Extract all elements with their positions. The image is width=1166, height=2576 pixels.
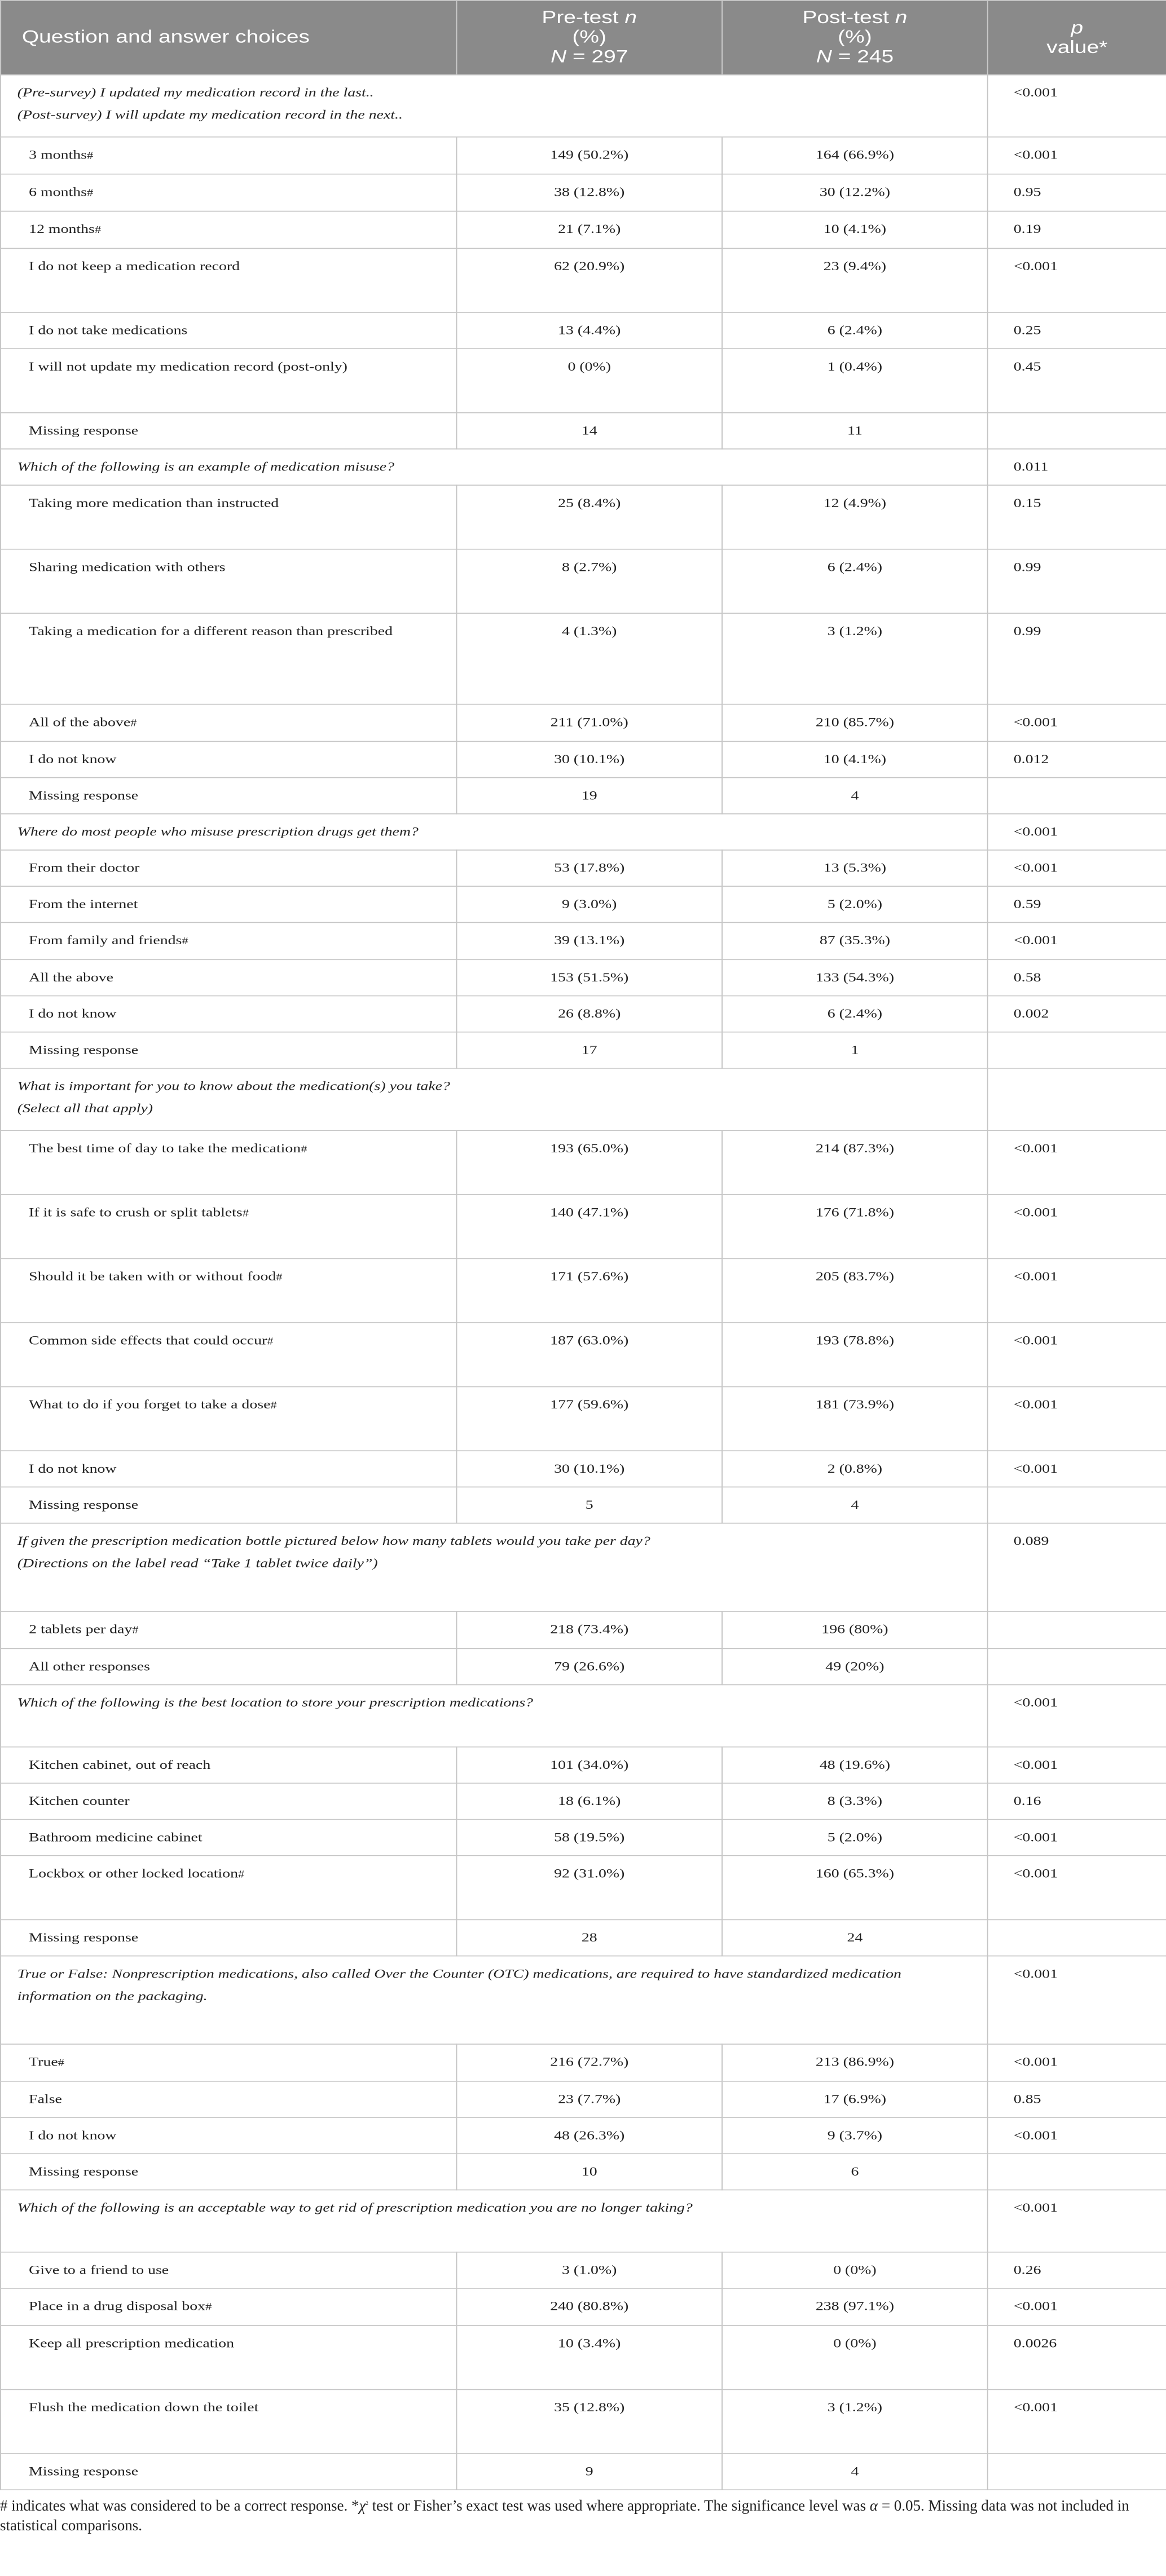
- answer-choice: Missing response: [1, 2154, 456, 2190]
- pretest-value: 79 (26.6%): [456, 1649, 722, 1685]
- p-value: <0.001: [988, 704, 1166, 742]
- header-posttest-col: Post-test n (%) N = 245: [722, 1, 988, 75]
- posttest-value: 193 (78.8%): [722, 1323, 988, 1387]
- pretest-value: 53 (17.8%): [456, 850, 722, 886]
- question-text: If given the prescription medication bottle pictured below how many tablets would you take per day? (Directions on the label read “Take 1 tablet twice daily”): [1, 1523, 988, 1611]
- table-body: [1, 75, 1166, 2490]
- pretest-value: 35 (12.8%): [456, 2389, 722, 2454]
- posttest-value: 10 (4.1%): [722, 212, 988, 249]
- answer-row: [1, 1130, 1166, 1195]
- p-value: [988, 2454, 1166, 2490]
- correct-answer-mark: #: [86, 187, 94, 199]
- posttest-value: 0 (0%): [722, 2326, 988, 2390]
- answer-choice: Sharing medication with others: [1, 549, 456, 614]
- p-value: <0.001: [988, 75, 1166, 137]
- p-value: [988, 778, 1166, 814]
- answer-row: [1, 174, 1166, 212]
- p-value: 0.15: [988, 485, 1166, 549]
- pretest-value: 153 (51.5%): [456, 959, 722, 996]
- p-value: 0.012: [988, 741, 1166, 777]
- answer-choice: Keep all prescription medication: [1, 2326, 456, 2390]
- answer-row: [1, 2454, 1166, 2490]
- p-value: <0.001: [988, 2190, 1166, 2252]
- question-text: (Pre-survey) I updated my medication record in the last.. (Post-survey) I will update my medication record in the next..: [1, 75, 988, 137]
- posttest-value: 210 (85.7%): [722, 704, 988, 742]
- question-text: True or False: Nonprescription medications, also called Over the Counter (OTC) medications, are required to have standardized medication information on the packaging.: [1, 1956, 988, 2044]
- answer-choice: If it is safe to crush or split tablets#: [1, 1195, 456, 1259]
- p-value: <0.001: [988, 137, 1166, 174]
- answer-choice: Should it be taken with or without food#: [1, 1258, 456, 1323]
- answer-row: [1, 613, 1166, 704]
- p-value: 0.58: [988, 959, 1166, 996]
- answer-choice: I do not know: [1, 996, 456, 1032]
- p-value: 0.002: [988, 996, 1166, 1032]
- answer-choice: True#: [1, 2044, 456, 2081]
- answer-row: [1, 137, 1166, 174]
- posttest-value: 4: [722, 778, 988, 814]
- answer-row: [1, 996, 1166, 1032]
- answer-row: [1, 2389, 1166, 2454]
- correct-answer-mark: #: [276, 1272, 283, 1283]
- answer-choice: Kitchen cabinet, out of reach: [1, 1747, 456, 1783]
- answer-choice: I do not know: [1, 2117, 456, 2154]
- correct-answer-mark: #: [237, 1869, 245, 1881]
- pretest-value: 14: [456, 413, 722, 449]
- pretest-value: 23 (7.7%): [456, 2081, 722, 2117]
- question-row: [1, 75, 1166, 137]
- p-value: <0.001: [988, 922, 1166, 959]
- p-value: <0.001: [988, 1323, 1166, 1387]
- posttest-value: 23 (9.4%): [722, 248, 988, 312]
- answer-choice: Common side effects that could occur#: [1, 1323, 456, 1387]
- answer-row: [1, 922, 1166, 959]
- p-value: <0.001: [988, 1685, 1166, 1747]
- p-value: <0.001: [988, 1387, 1166, 1451]
- answer-row: [1, 549, 1166, 614]
- pretest-value: 38 (12.8%): [456, 174, 722, 212]
- answer-row: [1, 349, 1166, 413]
- posttest-value: 5 (2.0%): [722, 886, 988, 922]
- p-value: [988, 1068, 1166, 1130]
- answer-row: [1, 886, 1166, 922]
- correct-answer-mark: #: [86, 150, 94, 162]
- answer-choice: The best time of day to take the medication#: [1, 1130, 456, 1195]
- answer-row: [1, 1195, 1166, 1259]
- pretest-value: 10: [456, 2154, 722, 2190]
- header-question-col: Question and answer choices: [1, 1, 456, 75]
- pretest-value: 10 (3.4%): [456, 2326, 722, 2390]
- correct-answer-mark: #: [270, 1400, 277, 1412]
- pretest-value: 4 (1.3%): [456, 613, 722, 704]
- answer-row: [1, 1387, 1166, 1451]
- pretest-value: 58 (19.5%): [456, 1820, 722, 1856]
- answer-choice: 2 tablets per day#: [1, 1611, 456, 1649]
- pretest-value: 140 (47.1%): [456, 1195, 722, 1259]
- posttest-value: 6 (2.4%): [722, 996, 988, 1032]
- pretest-value: 62 (20.9%): [456, 248, 722, 312]
- answer-row: [1, 1919, 1166, 1956]
- pretest-value: 5: [456, 1487, 722, 1523]
- answer-choice: Flush the medication down the toilet: [1, 2389, 456, 2454]
- answer-choice: Missing response: [1, 778, 456, 814]
- table-header-row: [1, 1, 1166, 75]
- pretest-value: 101 (34.0%): [456, 1747, 722, 1783]
- question-row: [1, 814, 1166, 850]
- answer-choice: I do not keep a medication record: [1, 248, 456, 312]
- pretest-value: 30 (10.1%): [456, 1451, 722, 1487]
- posttest-value: 49 (20%): [722, 1649, 988, 1685]
- p-value: [988, 1919, 1166, 1956]
- pretest-value: 92 (31.0%): [456, 1856, 722, 1920]
- question-row: [1, 1523, 1166, 1611]
- p-value: 0.59: [988, 886, 1166, 922]
- pretest-value: 177 (59.6%): [456, 1387, 722, 1451]
- posttest-value: 238 (97.1%): [722, 2288, 988, 2326]
- posttest-value: 3 (1.2%): [722, 2389, 988, 2454]
- p-value: <0.001: [988, 1820, 1166, 1856]
- correct-answer-mark: #: [132, 1624, 139, 1636]
- question-row: [1, 1685, 1166, 1747]
- pretest-value: 17: [456, 1032, 722, 1068]
- answer-row: [1, 2044, 1166, 2081]
- answer-choice: 3 months#: [1, 137, 456, 174]
- answer-choice: False: [1, 2081, 456, 2117]
- question-row: [1, 1068, 1166, 1130]
- answer-row: [1, 413, 1166, 449]
- answer-choice: Place in a drug disposal box#: [1, 2288, 456, 2326]
- answer-row: [1, 2081, 1166, 2117]
- answer-row: [1, 1451, 1166, 1487]
- posttest-value: 11: [722, 413, 988, 449]
- posttest-value: 8 (3.3%): [722, 1783, 988, 1819]
- posttest-value: 6 (2.4%): [722, 312, 988, 349]
- p-value: [988, 2154, 1166, 2190]
- answer-choice: I will not update my medication record (post-only): [1, 349, 456, 413]
- answer-choice: Missing response: [1, 1032, 456, 1068]
- p-value: 0.45: [988, 349, 1166, 413]
- answer-choice: All other responses: [1, 1649, 456, 1685]
- p-value: <0.001: [988, 1195, 1166, 1259]
- posttest-value: 30 (12.2%): [722, 174, 988, 212]
- answer-choice: What to do if you forget to take a dose#: [1, 1387, 456, 1451]
- posttest-value: 213 (86.9%): [722, 2044, 988, 2081]
- answer-choice: Give to a friend to use: [1, 2252, 456, 2288]
- question-text: Where do most people who misuse prescription drugs get them?: [1, 814, 988, 850]
- answer-row: [1, 1820, 1166, 1856]
- answer-choice: I do not take medications: [1, 312, 456, 349]
- p-value: <0.001: [988, 1856, 1166, 1920]
- pretest-value: 211 (71.0%): [456, 704, 722, 742]
- answer-choice: From the internet: [1, 886, 456, 922]
- pretest-value: 25 (8.4%): [456, 485, 722, 549]
- pretest-value: 9 (3.0%): [456, 886, 722, 922]
- p-value: 0.85: [988, 2081, 1166, 2117]
- answer-choice: Missing response: [1, 2454, 456, 2490]
- posttest-value: 4: [722, 1487, 988, 1523]
- answer-row: [1, 2252, 1166, 2288]
- pretest-value: 28: [456, 1919, 722, 1956]
- posttest-value: 196 (80%): [722, 1611, 988, 1649]
- posttest-value: 5 (2.0%): [722, 1820, 988, 1856]
- question-row: [1, 2190, 1166, 2252]
- pretest-value: 193 (65.0%): [456, 1130, 722, 1195]
- posttest-value: 133 (54.3%): [722, 959, 988, 996]
- pretest-value: 240 (80.8%): [456, 2288, 722, 2326]
- p-value: 0.19: [988, 212, 1166, 249]
- posttest-value: 13 (5.3%): [722, 850, 988, 886]
- answer-row: [1, 1258, 1166, 1323]
- correct-answer-mark: #: [58, 2057, 64, 2069]
- answer-row: [1, 1323, 1166, 1387]
- posttest-value: 24: [722, 1919, 988, 1956]
- answer-choice: Bathroom medicine cabinet: [1, 1820, 456, 1856]
- p-value: 0.95: [988, 174, 1166, 212]
- pretest-value: 187 (63.0%): [456, 1323, 722, 1387]
- pretest-value: 8 (2.7%): [456, 549, 722, 614]
- p-value: 0.99: [988, 549, 1166, 614]
- pretest-value: 19: [456, 778, 722, 814]
- posttest-value: 205 (83.7%): [722, 1258, 988, 1323]
- answer-choice: Taking a medication for a different reason than prescribed: [1, 613, 456, 704]
- p-value: <0.001: [988, 1130, 1166, 1195]
- question-text: What is important for you to know about the medication(s) you take? (Select all that apply): [1, 1068, 988, 1130]
- correct-answer-mark: #: [205, 2301, 212, 2313]
- posttest-value: 181 (73.9%): [722, 1387, 988, 1451]
- posttest-value: 9 (3.7%): [722, 2117, 988, 2154]
- posttest-value: 12 (4.9%): [722, 485, 988, 549]
- correct-answer-mark: #: [242, 1208, 249, 1219]
- posttest-value: 214 (87.3%): [722, 1130, 988, 1195]
- pretest-value: 26 (8.8%): [456, 996, 722, 1032]
- question-text: Which of the following is an example of medication misuse?: [1, 449, 988, 485]
- answer-row: [1, 2326, 1166, 2390]
- p-value: 0.25: [988, 312, 1166, 349]
- correct-answer-mark: #: [130, 717, 137, 729]
- answer-row: [1, 2117, 1166, 2154]
- p-value: <0.001: [988, 1258, 1166, 1323]
- answer-row: [1, 1856, 1166, 1920]
- question-text: Which of the following is the best location to store your prescription medications?: [1, 1685, 988, 1747]
- p-value: <0.001: [988, 2288, 1166, 2326]
- posttest-value: 160 (65.3%): [722, 1856, 988, 1920]
- answer-choice: Lockbox or other locked location#: [1, 1856, 456, 1920]
- question-row: [1, 1956, 1166, 2044]
- p-value: <0.001: [988, 814, 1166, 850]
- p-value: <0.001: [988, 2117, 1166, 2154]
- posttest-value: 0 (0%): [722, 2252, 988, 2288]
- p-value: 0.089: [988, 1523, 1166, 1611]
- pretest-value: 30 (10.1%): [456, 741, 722, 777]
- p-value: 0.26: [988, 2252, 1166, 2288]
- question-row: [1, 449, 1166, 485]
- answer-choice: Taking more medication than instructed: [1, 485, 456, 549]
- p-value: [988, 1032, 1166, 1068]
- answer-choice: 6 months#: [1, 174, 456, 212]
- posttest-value: 4: [722, 2454, 988, 2490]
- table-footnote: # indicates what was considered to be a correct response. $*\chi^2$ test or Fisher’s exact test was used where appropriate. The significance level was α = 0.05. Missing data was not included in statistical comparisons.: [0, 2497, 1129, 2534]
- header-pretest-col: Pre-test n (%) N = 297: [456, 1, 722, 75]
- p-value: <0.001: [988, 1451, 1166, 1487]
- answer-row: [1, 778, 1166, 814]
- pretest-value: 48 (26.3%): [456, 2117, 722, 2154]
- answer-row: [1, 1783, 1166, 1819]
- p-value: 0.0026: [988, 2326, 1166, 2390]
- answer-row: [1, 1649, 1166, 1685]
- posttest-value: 17 (6.9%): [722, 2081, 988, 2117]
- answer-choice: Missing response: [1, 1487, 456, 1523]
- p-value: <0.001: [988, 1747, 1166, 1783]
- p-value: [988, 1487, 1166, 1523]
- posttest-value: 1: [722, 1032, 988, 1068]
- answer-row: [1, 850, 1166, 886]
- p-value: [988, 1649, 1166, 1685]
- p-value: [988, 413, 1166, 449]
- answer-row: [1, 248, 1166, 312]
- answer-row: [1, 212, 1166, 249]
- answer-row: [1, 2154, 1166, 2190]
- pretest-value: 18 (6.1%): [456, 1783, 722, 1819]
- answer-row: [1, 1487, 1166, 1523]
- answer-choice: Missing response: [1, 413, 456, 449]
- correct-answer-mark: #: [301, 1144, 307, 1155]
- answer-row: [1, 2288, 1166, 2326]
- answer-row: [1, 1611, 1166, 1649]
- answer-choice: I do not know: [1, 741, 456, 777]
- p-value: <0.001: [988, 850, 1166, 886]
- p-value: 0.99: [988, 613, 1166, 704]
- posttest-value: 10 (4.1%): [722, 741, 988, 777]
- pretest-value: 13 (4.4%): [456, 312, 722, 349]
- p-value: 0.16: [988, 1783, 1166, 1819]
- answer-choice: Kitchen counter: [1, 1783, 456, 1819]
- answer-choice: Missing response: [1, 1919, 456, 1956]
- pretest-value: 0 (0%): [456, 349, 722, 413]
- p-value: <0.001: [988, 1956, 1166, 2044]
- answer-choice: 12 months#: [1, 212, 456, 249]
- pretest-value: 21 (7.1%): [456, 212, 722, 249]
- pretest-value: 9: [456, 2454, 722, 2490]
- answer-row: [1, 485, 1166, 549]
- posttest-value: 3 (1.2%): [722, 613, 988, 704]
- posttest-value: 164 (66.9%): [722, 137, 988, 174]
- pretest-value: 39 (13.1%): [456, 922, 722, 959]
- header-pvalue-col: p value*: [988, 1, 1166, 75]
- question-text: Which of the following is an acceptable way to get rid of prescription medication you are no longer taking?: [1, 2190, 988, 2252]
- correct-answer-mark: #: [182, 936, 188, 948]
- answer-row: [1, 1032, 1166, 1068]
- posttest-value: 6 (2.4%): [722, 549, 988, 614]
- pretest-value: 171 (57.6%): [456, 1258, 722, 1323]
- p-value: <0.001: [988, 2389, 1166, 2454]
- answer-row: [1, 741, 1166, 777]
- correct-answer-mark: #: [267, 1336, 274, 1348]
- p-value: [988, 1611, 1166, 1649]
- answer-choice: I do not know: [1, 1451, 456, 1487]
- p-value: <0.001: [988, 248, 1166, 312]
- posttest-value: 2 (0.8%): [722, 1451, 988, 1487]
- pretest-value: 149 (50.2%): [456, 137, 722, 174]
- pretest-value: 3 (1.0%): [456, 2252, 722, 2288]
- posttest-value: 1 (0.4%): [722, 349, 988, 413]
- pretest-value: 218 (73.4%): [456, 1611, 722, 1649]
- answer-choice: From family and friends#: [1, 922, 456, 959]
- answer-choice: All the above: [1, 959, 456, 996]
- answer-row: [1, 1747, 1166, 1783]
- pretest-value: 216 (72.7%): [456, 2044, 722, 2081]
- answer-choice: All of the above#: [1, 704, 456, 742]
- answer-row: [1, 959, 1166, 996]
- posttest-value: 48 (19.6%): [722, 1747, 988, 1783]
- answer-choice: From their doctor: [1, 850, 456, 886]
- posttest-value: 87 (35.3%): [722, 922, 988, 959]
- p-value: 0.011: [988, 449, 1166, 485]
- answer-row: [1, 312, 1166, 349]
- p-value: <0.001: [988, 2044, 1166, 2081]
- posttest-value: 6: [722, 2154, 988, 2190]
- answer-row: [1, 704, 1166, 742]
- posttest-value: 176 (71.8%): [722, 1195, 988, 1259]
- correct-answer-mark: #: [94, 224, 102, 236]
